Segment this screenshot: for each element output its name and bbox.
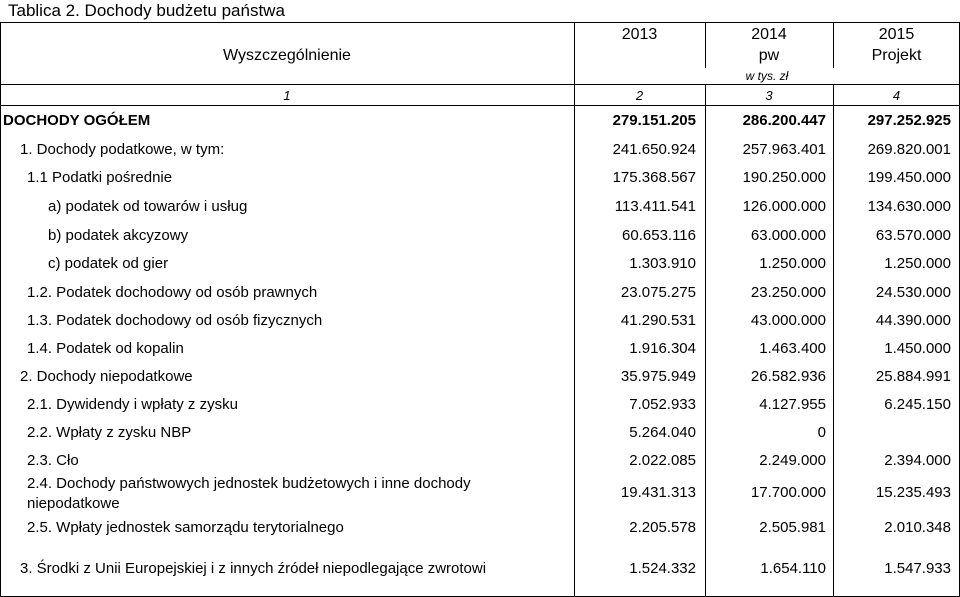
row-value-2013: 279.151.205 bbox=[612, 112, 696, 129]
row-value-2014: 1.250.000 bbox=[759, 255, 826, 272]
header-year-2014: 2014 bbox=[751, 26, 787, 43]
row-value-2013: 241.650.924 bbox=[612, 141, 696, 158]
header-year-2015-status: Projekt bbox=[871, 47, 922, 64]
row-value-2013: 2.205.578 bbox=[629, 519, 696, 536]
column-index: 2 bbox=[635, 88, 644, 103]
row-label: 1.2. Podatek dochodowy od osób prawnych bbox=[27, 284, 318, 301]
row-value-2015: 6.245.150 bbox=[884, 396, 951, 413]
row-value-2013: 23.075.275 bbox=[620, 284, 696, 301]
row-value-2013: 175.368.567 bbox=[612, 169, 696, 186]
row-value-2014: 190.250.000 bbox=[742, 169, 826, 186]
row-value-2015: 297.252.925 bbox=[867, 112, 951, 129]
header-year-2013: 2013 bbox=[621, 26, 658, 43]
row-value-2014: 2.249.000 bbox=[759, 452, 826, 469]
row-value-2014: 43.000.000 bbox=[750, 312, 826, 329]
row-value-2015: 25.884.991 bbox=[875, 368, 951, 385]
row-label: 2. Dochody niepodatkowe bbox=[20, 368, 193, 385]
header-rule bbox=[0, 105, 960, 106]
row-value-2014: 286.200.447 bbox=[742, 112, 826, 129]
row-value-2014: 2.505.981 bbox=[759, 519, 826, 536]
row-value-2015: 24.530.000 bbox=[875, 284, 951, 301]
row-value-2013: 1.524.332 bbox=[629, 560, 696, 577]
column-divider bbox=[574, 22, 575, 597]
row-value-2014: 1.463.400 bbox=[759, 340, 826, 357]
row-value-2014: 17.700.000 bbox=[750, 484, 826, 501]
row-label: a) podatek od towarów i usług bbox=[48, 198, 248, 215]
row-value-2014: 257.963.401 bbox=[742, 141, 826, 158]
row-label: 2.2. Wpłaty z zysku NBP bbox=[27, 424, 192, 441]
row-value-2013: 41.290.531 bbox=[620, 312, 696, 329]
header-year-2014-status: pw bbox=[758, 47, 780, 64]
column-index: 4 bbox=[892, 88, 901, 103]
row-value-2014: 23.250.000 bbox=[750, 284, 826, 301]
row-value-2013: 60.653.116 bbox=[622, 227, 696, 244]
unit-label: w tys. zł bbox=[745, 69, 789, 83]
row-label: 2.3. Cło bbox=[27, 452, 79, 469]
row-value-2014: 4.127.955 bbox=[759, 396, 826, 413]
row-value-2015: 2.010.348 bbox=[884, 519, 951, 536]
row-value-2015: 63.570.000 bbox=[875, 227, 951, 244]
row-value-2015: 199.450.000 bbox=[867, 169, 951, 186]
row-value-2013: 7.052.933 bbox=[629, 396, 696, 413]
header-description: Wyszczególnienie bbox=[223, 47, 351, 64]
row-value-2013: 113.411.541 bbox=[614, 198, 696, 215]
row-value-2014: 126.000.000 bbox=[742, 198, 826, 215]
row-label: 1.4. Podatek od kopalin bbox=[27, 340, 184, 357]
row-value-2015: 44.390.000 bbox=[875, 312, 951, 329]
row-label: 1.3. Podatek dochodowy od osób fizycznych bbox=[27, 312, 323, 329]
row-label: 2.5. Wpłaty jednostek samorządu terytorialnego bbox=[27, 519, 344, 536]
row-label-total: DOCHODY OGÓŁEM bbox=[3, 112, 151, 129]
row-label: 2.4. Dochody państwowych jednostek budżetowych i inne dochody niepodatkowe bbox=[27, 475, 471, 512]
row-label: c) podatek od gier bbox=[48, 255, 169, 272]
header-year-2015: 2015 bbox=[878, 26, 915, 43]
row-value-2015: 2.394.000 bbox=[884, 452, 951, 469]
row-value-2013: 19.431.313 bbox=[620, 484, 696, 501]
row-value-2015: 15.235.493 bbox=[875, 484, 951, 501]
revenue-table bbox=[0, 22, 960, 597]
row-value-2014: 1.654.110 bbox=[760, 560, 826, 577]
row-value-2013: 35.975.949 bbox=[620, 368, 696, 385]
table-caption: Tablica 2. Dochody budżetu państwa bbox=[8, 1, 285, 20]
row-value-2015: 1.450.000 bbox=[884, 340, 951, 357]
row-label: 2.1. Dywidendy i wpłaty z zysku bbox=[27, 396, 238, 413]
table-top-border bbox=[0, 22, 960, 23]
header-rule bbox=[0, 84, 960, 85]
column-index: 1 bbox=[283, 88, 291, 103]
row-value-2015: 134.630.000 bbox=[867, 198, 951, 215]
row-value-2014: 63.000.000 bbox=[750, 227, 826, 244]
column-index: 3 bbox=[765, 88, 773, 103]
table-left-border bbox=[0, 22, 1, 597]
row-value-2014: 26.582.936 bbox=[750, 368, 826, 385]
row-value-2013: 5.264.040 bbox=[629, 424, 696, 441]
row-value-2015: 1.547.933 bbox=[884, 560, 951, 577]
row-label: b) podatek akcyzowy bbox=[48, 227, 189, 244]
row-value-2015: 1.250.000 bbox=[884, 255, 951, 272]
row-value-2013: 1.303.910 bbox=[629, 255, 696, 272]
row-label: 1. Dochody podatkowe, w tym: bbox=[20, 141, 225, 158]
row-value-2015: 269.820.001 bbox=[867, 141, 951, 158]
row-label: 3. Środki z Unii Europejskiej i z innych źródeł niepodlegające zwrotowi bbox=[20, 560, 487, 577]
row-value-2013: 2.022.085 bbox=[629, 452, 696, 469]
row-value-2014: 0 bbox=[817, 424, 826, 441]
row-label: 1.1 Podatki pośrednie bbox=[27, 169, 173, 186]
row-value-2013: 1.916.304 bbox=[629, 340, 696, 357]
